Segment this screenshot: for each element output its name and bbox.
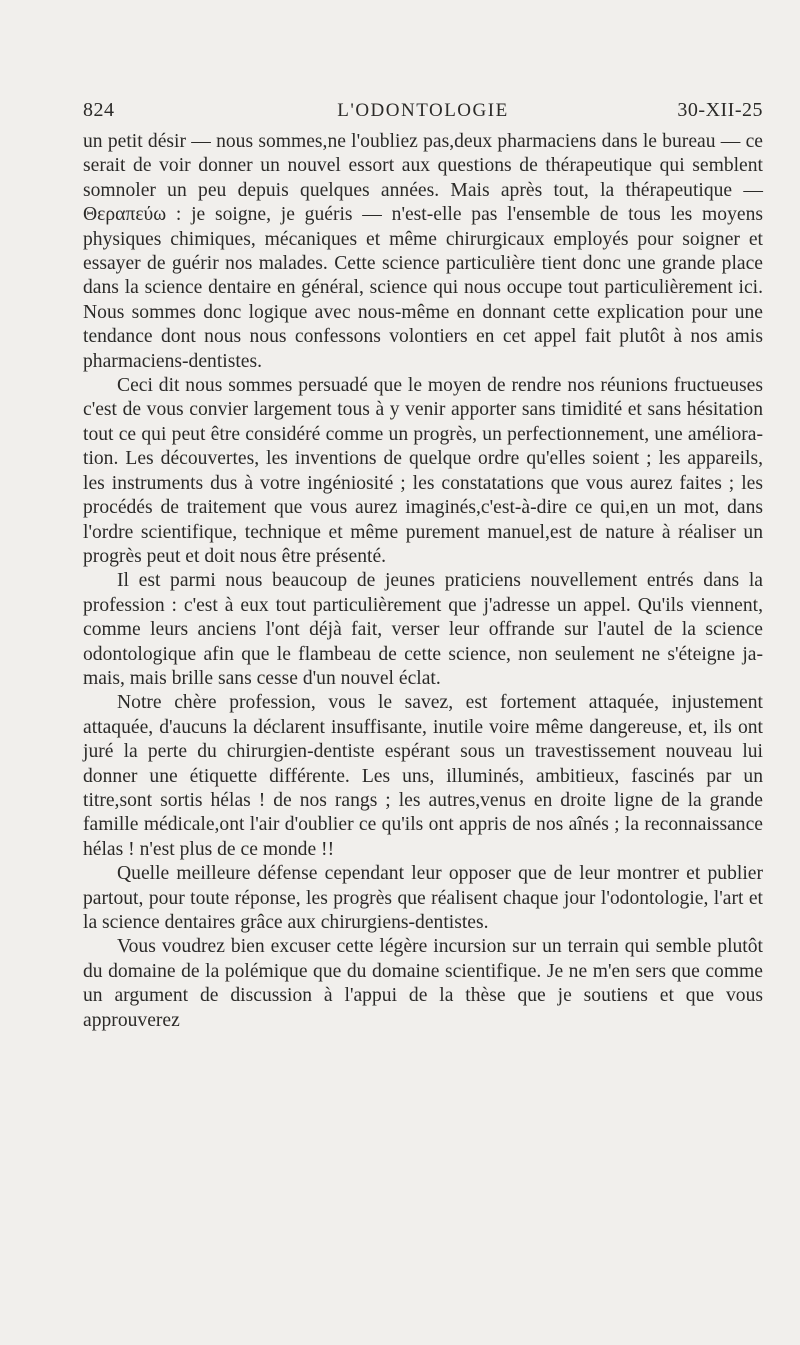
paragraph: Ceci dit nous sommes persuadé que le moyen de rendre nos réunions fructueuses c'est de vous convier largement tous à y venir apporter sans timidité et sans hésitation tout ce qui peut être considéré comme un progrès, un perfectionnement, une amélioration. Les découvertes, les inventions de quelque ordre qu'elles soient ; les appareils, les instruments dus à votre ingéniosité ; les constatations que vous aurez faites ; les procédés de traitement que vous aurez imaginés,c'est-à-dire ce qui,en un mot, dans l'ordre scientifique, technique et même purement manuel,est de nature à réaliser un progrès peut et doit nous être présenté. (83, 375, 763, 567)
body-text (83, 130, 763, 1033)
paragraph-continuation: un petit désir — nous sommes,ne l'oubliez pas,deux pharmaciens dans le bureau — ce serait de voir donner un nouvel essort aux questions de thérapeutique qui semblent somnoler un peu depuis quelques années. Mais après tout, la thérapeutique — Θεραπεύω : je soigne, je guéris — n'est-elle pas l'ensemble de tous les moyens physiques chimiques, mécaniques et même chirurgicaux employés pour soigner et essayer de guérir nos malades. Cette science particulière tient donc une grande place dans la science dentaire en général, science qui nous occupe tout particulièrement ici. Nous sommes donc logique avec nous-même en donnant cette explication pour une tendance dont nous nous confessons volontiers en cet appel fait plutôt à nos amis pharmaciens-dentistes. (83, 131, 763, 372)
issue-date: 30-XII-25 (677, 99, 763, 121)
running-header (83, 99, 763, 127)
page-number: 824 (83, 99, 115, 121)
paragraph: Il est parmi nous beaucoup de jeunes praticiens nouvellement entrés dans la profession : c'est à eux tout particulièrement que j'adresse un appel. Qu'ils viennent, comme leurs anciens l'ont déjà fait, verser leur offrande sur l'autel de la science odontologique afin que le flambeau de cette science, non seulement ne s'éteigne jamais, mais brille sans cesse d'un nouvel éclat. (83, 570, 763, 689)
journal-title: L'ODONTOLOGIE (337, 100, 509, 121)
paragraph: Vous voudrez bien excuser cette légère incursion sur un terrain qui semble plutôt du domaine de la polémique que du domaine scientifique. Je ne m'en sers que comme un argument de discussion à l'appui de la thèse que je soutiens et que vous approuverez (83, 936, 763, 1031)
paragraph: Notre chère profession, vous le savez, est fortement attaquée, injustement attaquée, d'aucuns la déclarent insuffisante, inutile voire même dangereuse, et, ils ont juré la perte du chirurgien-dentiste espérant sous un travestissement nouveau lui donner une étiquette différente. Les uns, illuminés, ambitieux, fascinés par un titre,sont sortis hélas ! de nos rangs ; les autres,venus en droite ligne de la grande famille médicale,ont l'air d'oublier ce qu'ils ont appris de nos aînés ; la reconnaissance hélas ! n'est plus de ce monde !! (83, 692, 763, 860)
paragraph: Quelle meilleure défense cependant leur opposer que de leur montrer et publier partout, pour toute réponse, les progrès que réalisent chaque jour l'odontologie, l'art et la science dentaires grâce aux chirurgiens-dentistes. (83, 863, 763, 933)
